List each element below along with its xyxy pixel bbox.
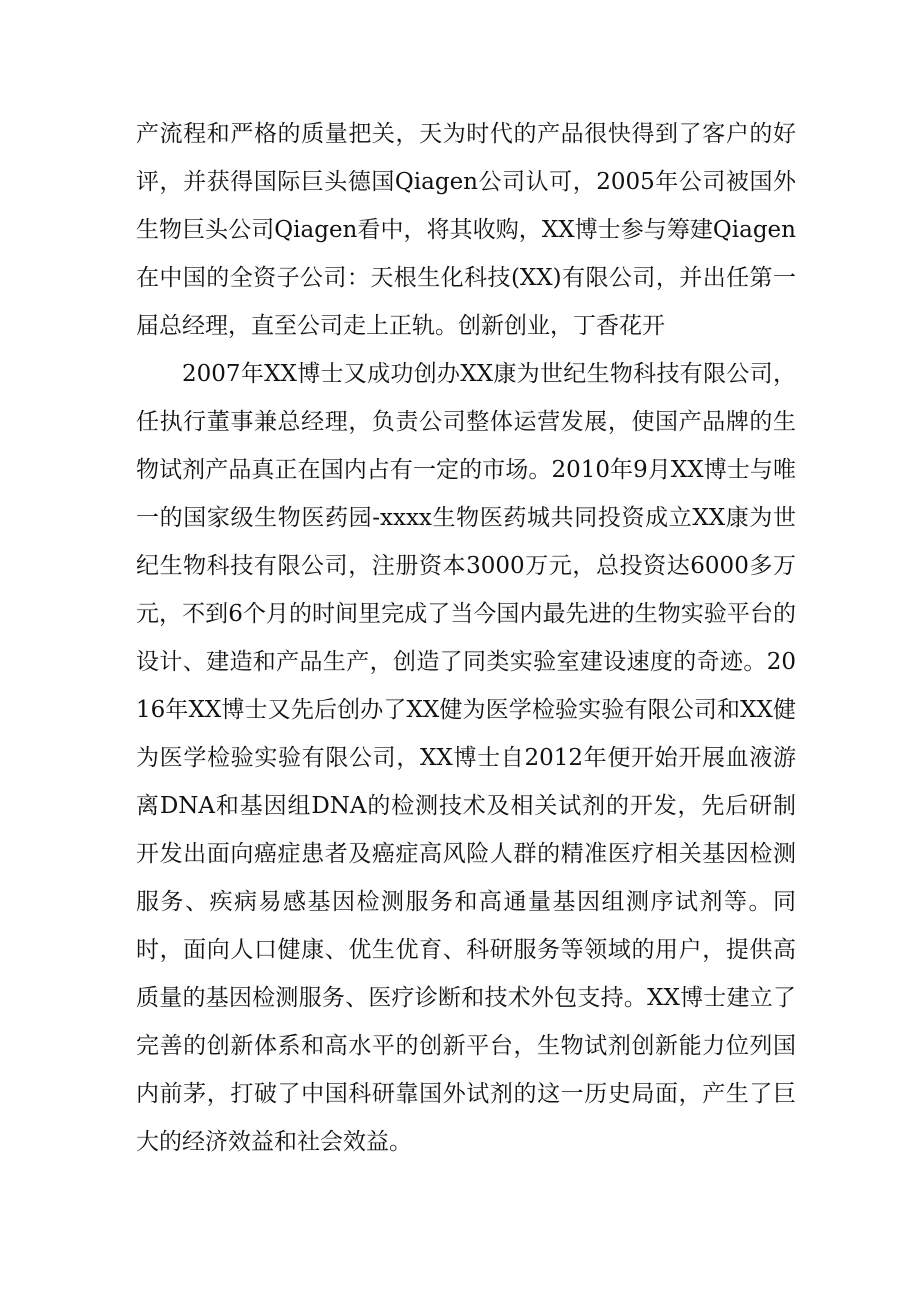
paragraph-company-history: 2007年XX博士又成功创办XX康为世纪生物科技有限公司，任执行董事兼总经理，负责公司整体运营发展，使国产品牌的生物试剂产品真正在国内占有一定的市场。2010年9月XX博士与唯一的国家级生物医药园-xxxx生物医药城共同投资成立XX康为世纪生物科技有限公司，注册资本3000万元，总投资达6000多万元，不到6个月的时间里完成了当今国内最先进的生物实验平台的设计、建造和产品生产，创造了同类实验室建设速度的奇迹。2016年XX博士又先后创办了XX健为医学检验实验有限公司和XX健为医学检验实验有限公司，XX博士自2012年便开始开展血液游离DNA和基因组DNA的检测技术及相关试剂的开发，先后研制开发出面向癌症患者及癌症高风险人群的精准医疗相关基因检测服务、疾病易感基因检测服务和高通量基因组测序试剂等。同时，面向人口健康、优生优育、科研服务等领域的用户，提供高质量的基因检测服务、医疗诊断和技术外包支持。XX博士建立了完善的创新体系和高水平的创新平台，生物试剂创新能力位列国内前茅，打破了中国科研靠国外试剂的这一历史局面，产生了巨大的经济效益和社会效益。 xyxy=(136,361,796,1155)
paragraph-continuation: 产流程和严格的质量把关，天为时代的产品很快得到了客户的好评，并获得国际巨头德国Qiagen公司认可，2005年公司被国外生物巨头公司Qiagen看中，将其收购，XX博士参与筹建Qiagen在中国的全资子公司：天根生化科技(XX)有限公司，并出任第一届总经理，直至公司走上正轨。创新创业，丁香花开 xyxy=(136,121,796,339)
document-body xyxy=(136,110,796,1166)
